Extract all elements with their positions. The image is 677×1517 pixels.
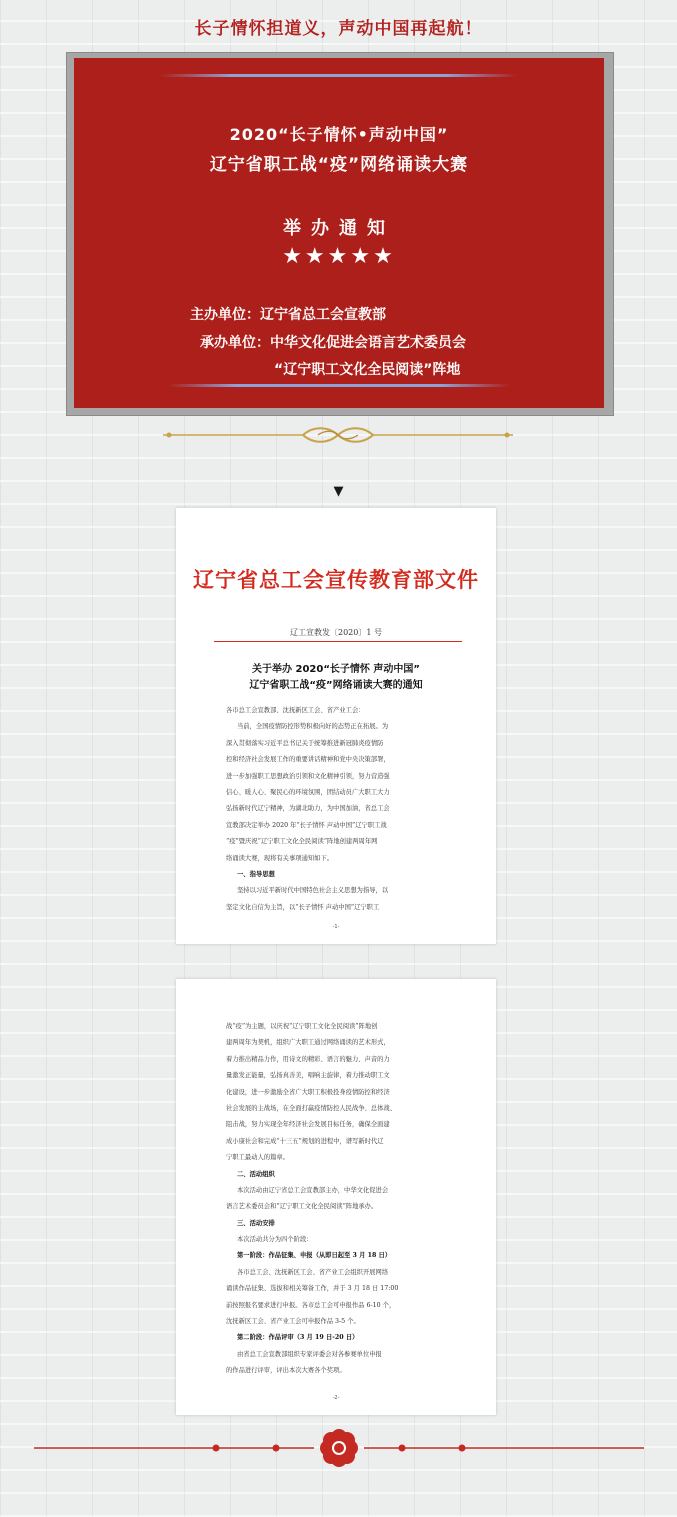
body-line: 社会发展的主战场，在全面打赢疫情防控人民战争、总体战、 [226, 1104, 397, 1112]
body-line: 络诵读大赛，现将有关事项通知如下。 [226, 854, 334, 862]
document-page-1 [176, 508, 496, 944]
gold-divider-ornament-icon [163, 424, 513, 446]
document-red-rule [214, 641, 462, 642]
document-page-2 [176, 979, 496, 1415]
banner-title-line2: 辽宁省职工战“疫”网络诵读大赛 [209, 155, 469, 175]
body-line: 前按照报名要求进行申报。各市总工会可申报作品 6-10 个， [226, 1301, 396, 1309]
body-line: 诵读作品征集、选拔和相关筹备工作，并于 3 月 18 日 17:00 [226, 1285, 399, 1293]
banner-co-organizer-2: “辽宁职工文化全民阅读”阵地 [274, 362, 461, 378]
body-line: 坚定文化自信为主旨，以“长子情怀 声动中国”辽宁职工 [226, 903, 380, 911]
star-rating-icon: ★★★★★ [282, 244, 396, 269]
page-number: -1- [332, 924, 340, 930]
section-heading: 一、指导思想 [237, 870, 275, 878]
section-heading: 二、活动组织 [237, 1170, 275, 1178]
body-line: 战“疫”为主题，以庆祝“辽宁职工文化全民阅读”阵地创 [226, 1023, 378, 1030]
body-line: 本次活动共分为四个阶段： [237, 1236, 313, 1244]
body-line: 本次活动由辽宁省总工会宣教部主办，中华文化促进会 [237, 1186, 389, 1194]
event-banner [74, 58, 604, 408]
body-line: 深入贯彻落实习近平总书记关于统筹推进新冠肺炎疫情防 [226, 739, 384, 747]
banner-title-line1: 2020“长子情怀•声动中国” [229, 125, 449, 144]
page-number: -2- [332, 1395, 340, 1401]
body-line: 控和经济社会发展工作的重要讲话精神和党中央决策部署， [226, 756, 390, 764]
body-line: 语言艺术委员会和“辽宁职工文化全民阅读”阵地承办。 [226, 1203, 378, 1211]
section-heading: 三、活动安排 [237, 1219, 275, 1227]
document-header: 辽宁省总工会宣传教育部文件 [193, 567, 479, 592]
document-title-line1: 关于举办 2020“长子情怀 声动中国” [252, 664, 420, 675]
body-line: 着力推出精品力作，用诗文的精彩、语言的魅力、声音的力 [226, 1055, 390, 1063]
body-line: 坚持以习近平新时代中国特色社会主义思想为指导，以 [237, 887, 389, 895]
body-line: 进一步加强职工思想政治引领和文化精神引领，努力营造强 [226, 772, 390, 780]
body-line: 宁职工最动人的篇章。 [226, 1154, 289, 1162]
banner-divider-top [160, 74, 518, 77]
body-line: 各市总工会宣教部、沈抚新区工会、省产业工会： [226, 707, 365, 714]
banner-organizer: 主办单位：辽宁省总工会宣教部 [190, 307, 386, 323]
document-number: 辽工宣教发〔2020〕1 号 [290, 628, 382, 637]
body-line: “疫”暨庆祝“辽宁职工文化全民阅读”阵地创建两周年网 [226, 838, 378, 846]
banner-divider-bottom [168, 384, 510, 387]
banner-notice-heading: 举办通知 [283, 218, 395, 239]
body-line: 量激发正能量，弘扬真善美，唱响主旋律，着力推动职工文 [226, 1072, 390, 1080]
document-body [226, 1019, 450, 1380]
page-slogan: 长子情怀担道义，声动中国再起航！ [194, 19, 483, 39]
body-line: 沈抚新区工会、省产业工会可申报作品 3-5 个。 [226, 1318, 360, 1326]
body-line: 信心、暖人心、聚民心的环境氛围，团结动员广大职工大力 [226, 788, 390, 796]
document-body [226, 703, 450, 916]
body-line: 各市总工会、沈抚新区工会、省产业工会组织开展网络 [237, 1268, 389, 1276]
banner-co-organizer: 承办单位：中华文化促进会语言艺术委员会 [200, 335, 466, 351]
body-line: 弘扬新时代辽宁精神，为湖北助力，为中国加油，省总工会 [226, 805, 390, 813]
body-line: 由省总工会宣教部组织专家评委会对各参赛单位申报 [237, 1350, 382, 1358]
body-line: 成小康社会和完成“十三五”规划的进程中，谱写新时代辽 [226, 1137, 384, 1145]
stage-heading: 第二阶段：作品评审（3 月 19 日-20 日） [237, 1334, 359, 1342]
body-line: 当前，全国疫情防控形势积极向好的态势正在拓展。为 [237, 723, 389, 731]
body-line: 宣教部决定举办 2020 年“长子情怀 声动中国”辽宁职工战 [226, 821, 387, 829]
body-line: 的作品进行评审，评出本次大赛各个奖项。 [226, 1367, 346, 1375]
body-line: 阻击战，努力实现全年经济社会发展目标任务，确保全面建 [226, 1121, 390, 1129]
body-line: 建两周年为契机，组织广大职工通过网络诵读的艺术形式， [226, 1039, 390, 1047]
red-flower-divider-icon [34, 1428, 644, 1468]
stage-heading: 第一阶段：作品征集、申报（从即日起至 3 月 18 日） [237, 1252, 392, 1260]
document-title-line2: 辽宁省职工战“疫”网络诵读大赛的通知 [249, 680, 423, 691]
body-line: 化建设，进一步激励全省广大职工积极投身疫情防控和经济 [226, 1088, 390, 1096]
down-arrow-icon: ▼ [333, 484, 344, 499]
